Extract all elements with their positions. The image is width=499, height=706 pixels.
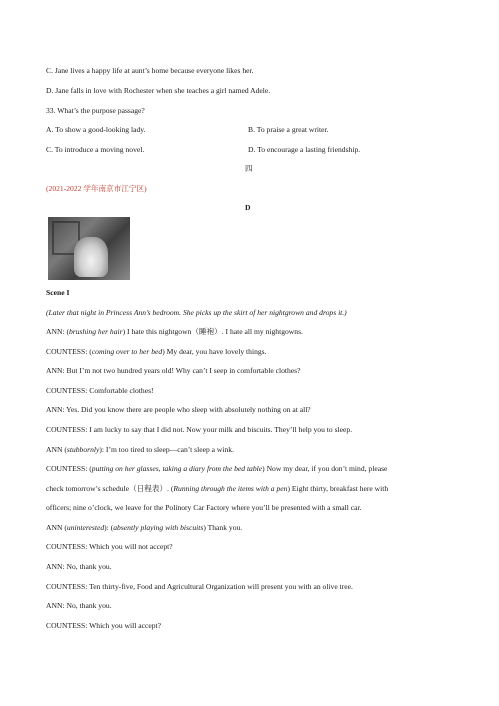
dialogue-line: COUNTESS: I am lucky to say that I did not. Now your milk and biscuits. They’ll help you to sleep. [46, 425, 353, 434]
q33-option-b: B. To praise a great writer. [248, 125, 329, 134]
dialogue-line: ANN (uninterested): (absently playing with biscuits) Thank you. [46, 523, 243, 532]
scene-photo [48, 217, 130, 280]
dialogue-line: COUNTESS: (putting on her glasses, taking a diary from the bed table) Now my dear, if you don’t mind, please [46, 464, 388, 473]
dialogue-line: ANN: No, thank you. [46, 562, 112, 571]
q33-option-a: A. To show a good-looking lady. [46, 125, 146, 134]
dialogue-line: ANN: But I’m not two hundred years old! Why can’t I seep in comfortable clothes? [46, 366, 301, 375]
dialogue-line: COUNTESS: Which you will not accept? [46, 542, 173, 551]
dialogue-line: check tomorrow’s schedule（日程表）. (Running through the items with a pen) Eight thirty, breakfast here with [46, 484, 389, 493]
q33-option-c: C. To introduce a moving novel. [46, 145, 145, 154]
dialogue-line: ANN: No, thank you. [46, 601, 112, 610]
dialogue-line: COUNTESS: Ten thirty-five, Food and Agricultural Organization will present you with an olive tree. [46, 582, 353, 591]
dialogue-line: ANN (stubbornly): I’m too tired to sleep—can’t sleep a wink. [46, 445, 235, 454]
source-label: (2021-2022 学年南京市江宁区) [46, 184, 147, 193]
dialogue-line: officers; nine o’clock, we leave for the Polinory Car Factory where you’ll be presented with a small car. [46, 503, 362, 512]
section-number: 四 [245, 164, 253, 173]
q33-option-d: D. To encourage a lasting friendship. [248, 145, 361, 154]
option-d-jane: D. Jane falls in love with Rochester when she teaches a girl named Adele. [46, 86, 271, 95]
dialogue-line: COUNTESS: Which you will accept? [46, 621, 162, 630]
dialogue-line: ANN: (brushing her hair) I hate this nightgown（睡袍）. I hate all my nightgowns. [46, 327, 303, 336]
question-33: 33. What’s the purpose passage? [46, 106, 145, 115]
stage-direction: (Later that night in Princess Ann’s bedroom. She picks up the skirt of her nightgrown and drops it.) [46, 308, 347, 317]
option-c-jane: C. Jane lives a happy life at aunt’s home because everyone likes her. [46, 66, 254, 75]
dialogue-line: COUNTESS: (coming over to her bed) My dear, you have lovely things. [46, 347, 267, 356]
passage-letter: D [245, 203, 251, 212]
scene-title: Scene I [46, 288, 70, 297]
dialogue-line: COUNTESS: Comfortable clothes! [46, 386, 154, 395]
photo-figure [74, 237, 108, 277]
dialogue-line: ANN: Yes. Did you know there are people who sleep with absolutely nothing on at all? [46, 405, 311, 414]
